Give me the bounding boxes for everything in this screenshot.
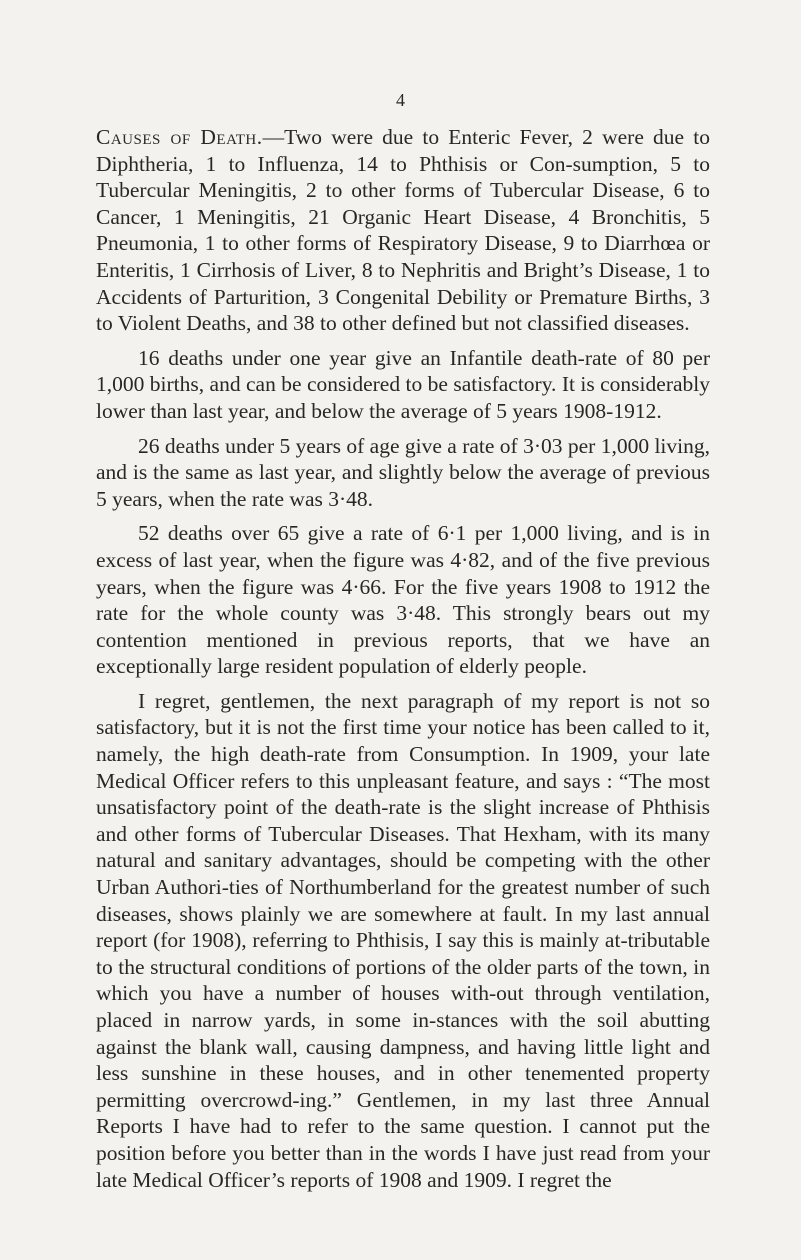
paragraph-text: —Two were due to Enteric Fever, 2 were due to Diphtheria, 1 to Influenza, 14 to Phthisis or Con-sumption, 5 to Tubercular Meningitis, 2 to other forms of Tubercular Disease, 6 to Cancer, 1 Meningitis, 21 Organic Heart Disease, 4 Bronchitis, 5 Pneumonia, 1 to other forms of Respiratory Disease, 9 to Diarrhœa or Enteritis, 1 Cirrhosis of Liver, 8 to Nephritis and Bright’s Disease, 1 to Accidents of Parturition, 3 Congenital Debility or Premature Births, 3 to Violent Deaths, and 38 to other defined but not classified diseases. <box>96 125 710 336</box>
report-body <box>96 124 710 1201</box>
paragraph-infantile-deaths: 16 deaths under one year give an Infantile death-rate of 80 per 1,000 births, and can be considered to be satisfactory. It is considerably lower than last year, and below the average of 5 years 1908-1912. <box>96 345 710 423</box>
paragraph-consumption: I regret, gentlemen, the next paragraph of my report is not so satisfactory, but it is not the first time your notice has been called to it, namely, the high death-rate from Consumption. In 1909, your late Medical Officer refers to this unpleasant feature, and says : “The most unsatisfactory point of the death-rate is the slight increase of Phthisis and other forms of Tubercular Diseases. That Hexham, with its many natural and sanitary advantages, should be competing with the other Urban Authori-ties of Northumberland for the greatest number of such diseases, shows plainly we are somewhere at fault. In my last annual report (for 1908), referring to Phthisis, I say this is mainly at-tributable to the structural conditions of portions of the older parts of the town, in which you have a number of houses with-out through ventilation, placed in narrow yards, in some in-stances with the soil abutting against the blank wall, causing dampness, and having little light and less sunshine in these houses, and in other tenemented property permitting overcrowd-ing.” Gentlemen, in my last three Annual Reports I have had to refer to the same question. I cannot put the position before you better than in the words I have just read from your late Medical Officer’s reports of 1908 and 1909. I regret the <box>96 688 710 1192</box>
paragraph-under-five-deaths: 26 deaths under 5 years of age give a rate of 3·03 per 1,000 living, and is the same as last year, and slightly below the average of previous 5 years, when the rate was 3·48. <box>96 433 710 511</box>
page-number: 4 <box>396 90 405 110</box>
paragraph-causes-of-death <box>96 124 710 337</box>
paragraph-over-sixty-five-deaths: 52 deaths over 65 give a rate of 6·1 per 1,000 living, and is in excess of last year, when the figure was 4·82, and of the five previous years, when the figure was 4·66. For the five years 1908 to 1912 the rate for the whole county was 3·48. This strongly bears out my contention mentioned in previous reports, that we have an exceptionally large resident population of elderly people. <box>96 521 710 679</box>
section-heading: Causes of Death. <box>96 125 263 149</box>
